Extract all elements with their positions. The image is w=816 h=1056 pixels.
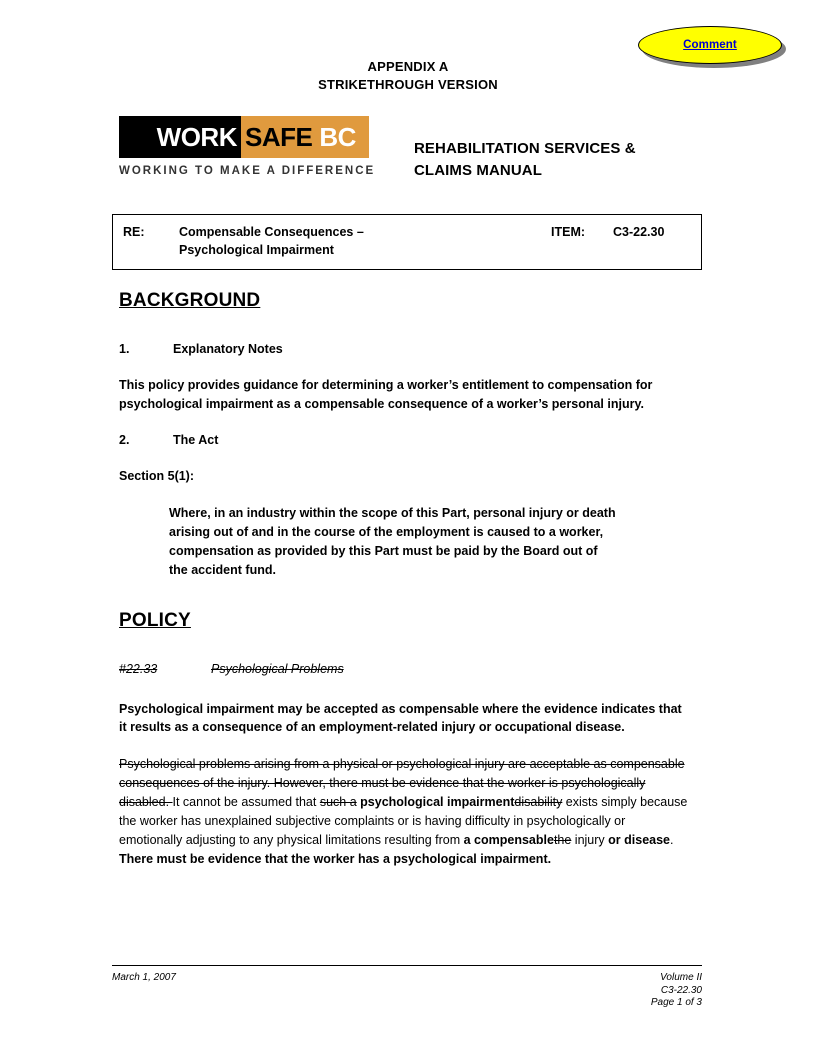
section-5-1-label: Section 5(1):	[119, 469, 195, 483]
plain-text-1: It cannot be assumed that	[172, 794, 320, 809]
manual-title-line1: REHABILITATION SERVICES &	[414, 140, 636, 157]
policy-struck-number: #22.33	[119, 661, 158, 676]
plain-text-4: .	[670, 832, 674, 847]
logo-bar	[119, 116, 369, 158]
worksafebc-logo	[119, 116, 376, 177]
background-item-2	[119, 431, 691, 449]
footer-volume: Volume II	[660, 972, 702, 983]
bold-text-2: a compensable	[463, 832, 554, 847]
footer-reference	[651, 972, 702, 1010]
policy-paragraph-1: Psychological impairment may be accepted as compensable where the evidence indicates that it results as a consequence of an employment-related injury or occupational disease.	[119, 701, 682, 734]
comment-link[interactable]: Comment	[683, 39, 737, 51]
bold-text-1: psychological impairment	[360, 794, 515, 809]
struck-text-1: Psychological problems arising from a physical or psychological injury are acceptable as compensable consequences of the injury. However, there must be evidence that the worker is psychologically disabled.	[119, 756, 685, 809]
bold-text-4: There must be evidence that the worker has a psychological impairment.	[119, 851, 552, 866]
background-item-1-body: This policy provides guidance for determining a worker’s entitlement to compensation for psychological impairment as a compensable consequence of a worker’s personal injury.	[119, 378, 653, 411]
bold-text-3: or disease	[608, 832, 670, 847]
document-body	[119, 290, 691, 883]
footer-item: C3-22.30	[660, 984, 702, 996]
logo-word-safe: SAFE	[245, 122, 313, 152]
logo-orange-panel	[241, 116, 369, 158]
policy-heading: POLICY	[119, 609, 191, 631]
logo-tagline: WORKING TO MAKE A DIFFERENCE	[119, 165, 376, 177]
act-quote: Where, in an industry within the scope of this Part, personal injury or death arising out of and in the course of the employment is caused to a worker, compensation as provided by this Part must be paid by the Board out of the accident fund.	[169, 505, 616, 577]
manual-title-line2: CLAIMS MANUAL	[414, 162, 542, 179]
footer-page: Page 1 of 3	[650, 997, 702, 1008]
appendix-header-line1: APPENDIX A	[367, 59, 449, 74]
re-subject-line1: Compensable Consequences –	[179, 225, 364, 239]
re-subject-line2: Psychological Impairment	[179, 243, 334, 257]
plain-text-2: exists simply because the worker has unexplained subjective complaints or is having difficulty in psychologically or emotionally adjusting to any physical limitations resulting from	[119, 794, 688, 847]
background-item-2-title: The Act	[173, 433, 219, 447]
page-footer	[112, 965, 702, 1008]
background-item-1-number: 1.	[119, 342, 130, 356]
policy-paragraph-2	[119, 755, 691, 869]
item-label: ITEM:	[551, 225, 586, 239]
policy-struck-title: Psychological Problems	[211, 661, 344, 676]
appendix-header-line2: STRIKETHROUGH VERSION	[318, 77, 498, 92]
logo-word-work: WORK	[156, 122, 237, 152]
plain-text-3: injury	[571, 832, 609, 847]
manual-title	[414, 138, 764, 182]
policy-struck-title-line	[119, 660, 691, 678]
footer-date: March 1, 2007	[112, 972, 176, 983]
struck-text-4: the	[553, 832, 572, 847]
background-item-1	[119, 340, 691, 358]
background-item-2-number: 2.	[119, 433, 130, 447]
struck-text-3: disability	[514, 794, 563, 809]
struck-text-2: such a	[319, 794, 357, 809]
background-heading: BACKGROUND	[119, 290, 261, 311]
re-item-box	[112, 214, 702, 270]
item-value: C3-22.30	[613, 225, 665, 239]
logo-black-panel	[119, 116, 241, 158]
appendix-header	[0, 58, 816, 94]
re-label: RE:	[123, 225, 145, 239]
logo-word-bc: BC	[319, 122, 356, 152]
background-item-1-title: Explanatory Notes	[173, 342, 283, 356]
re-subject	[179, 223, 539, 259]
